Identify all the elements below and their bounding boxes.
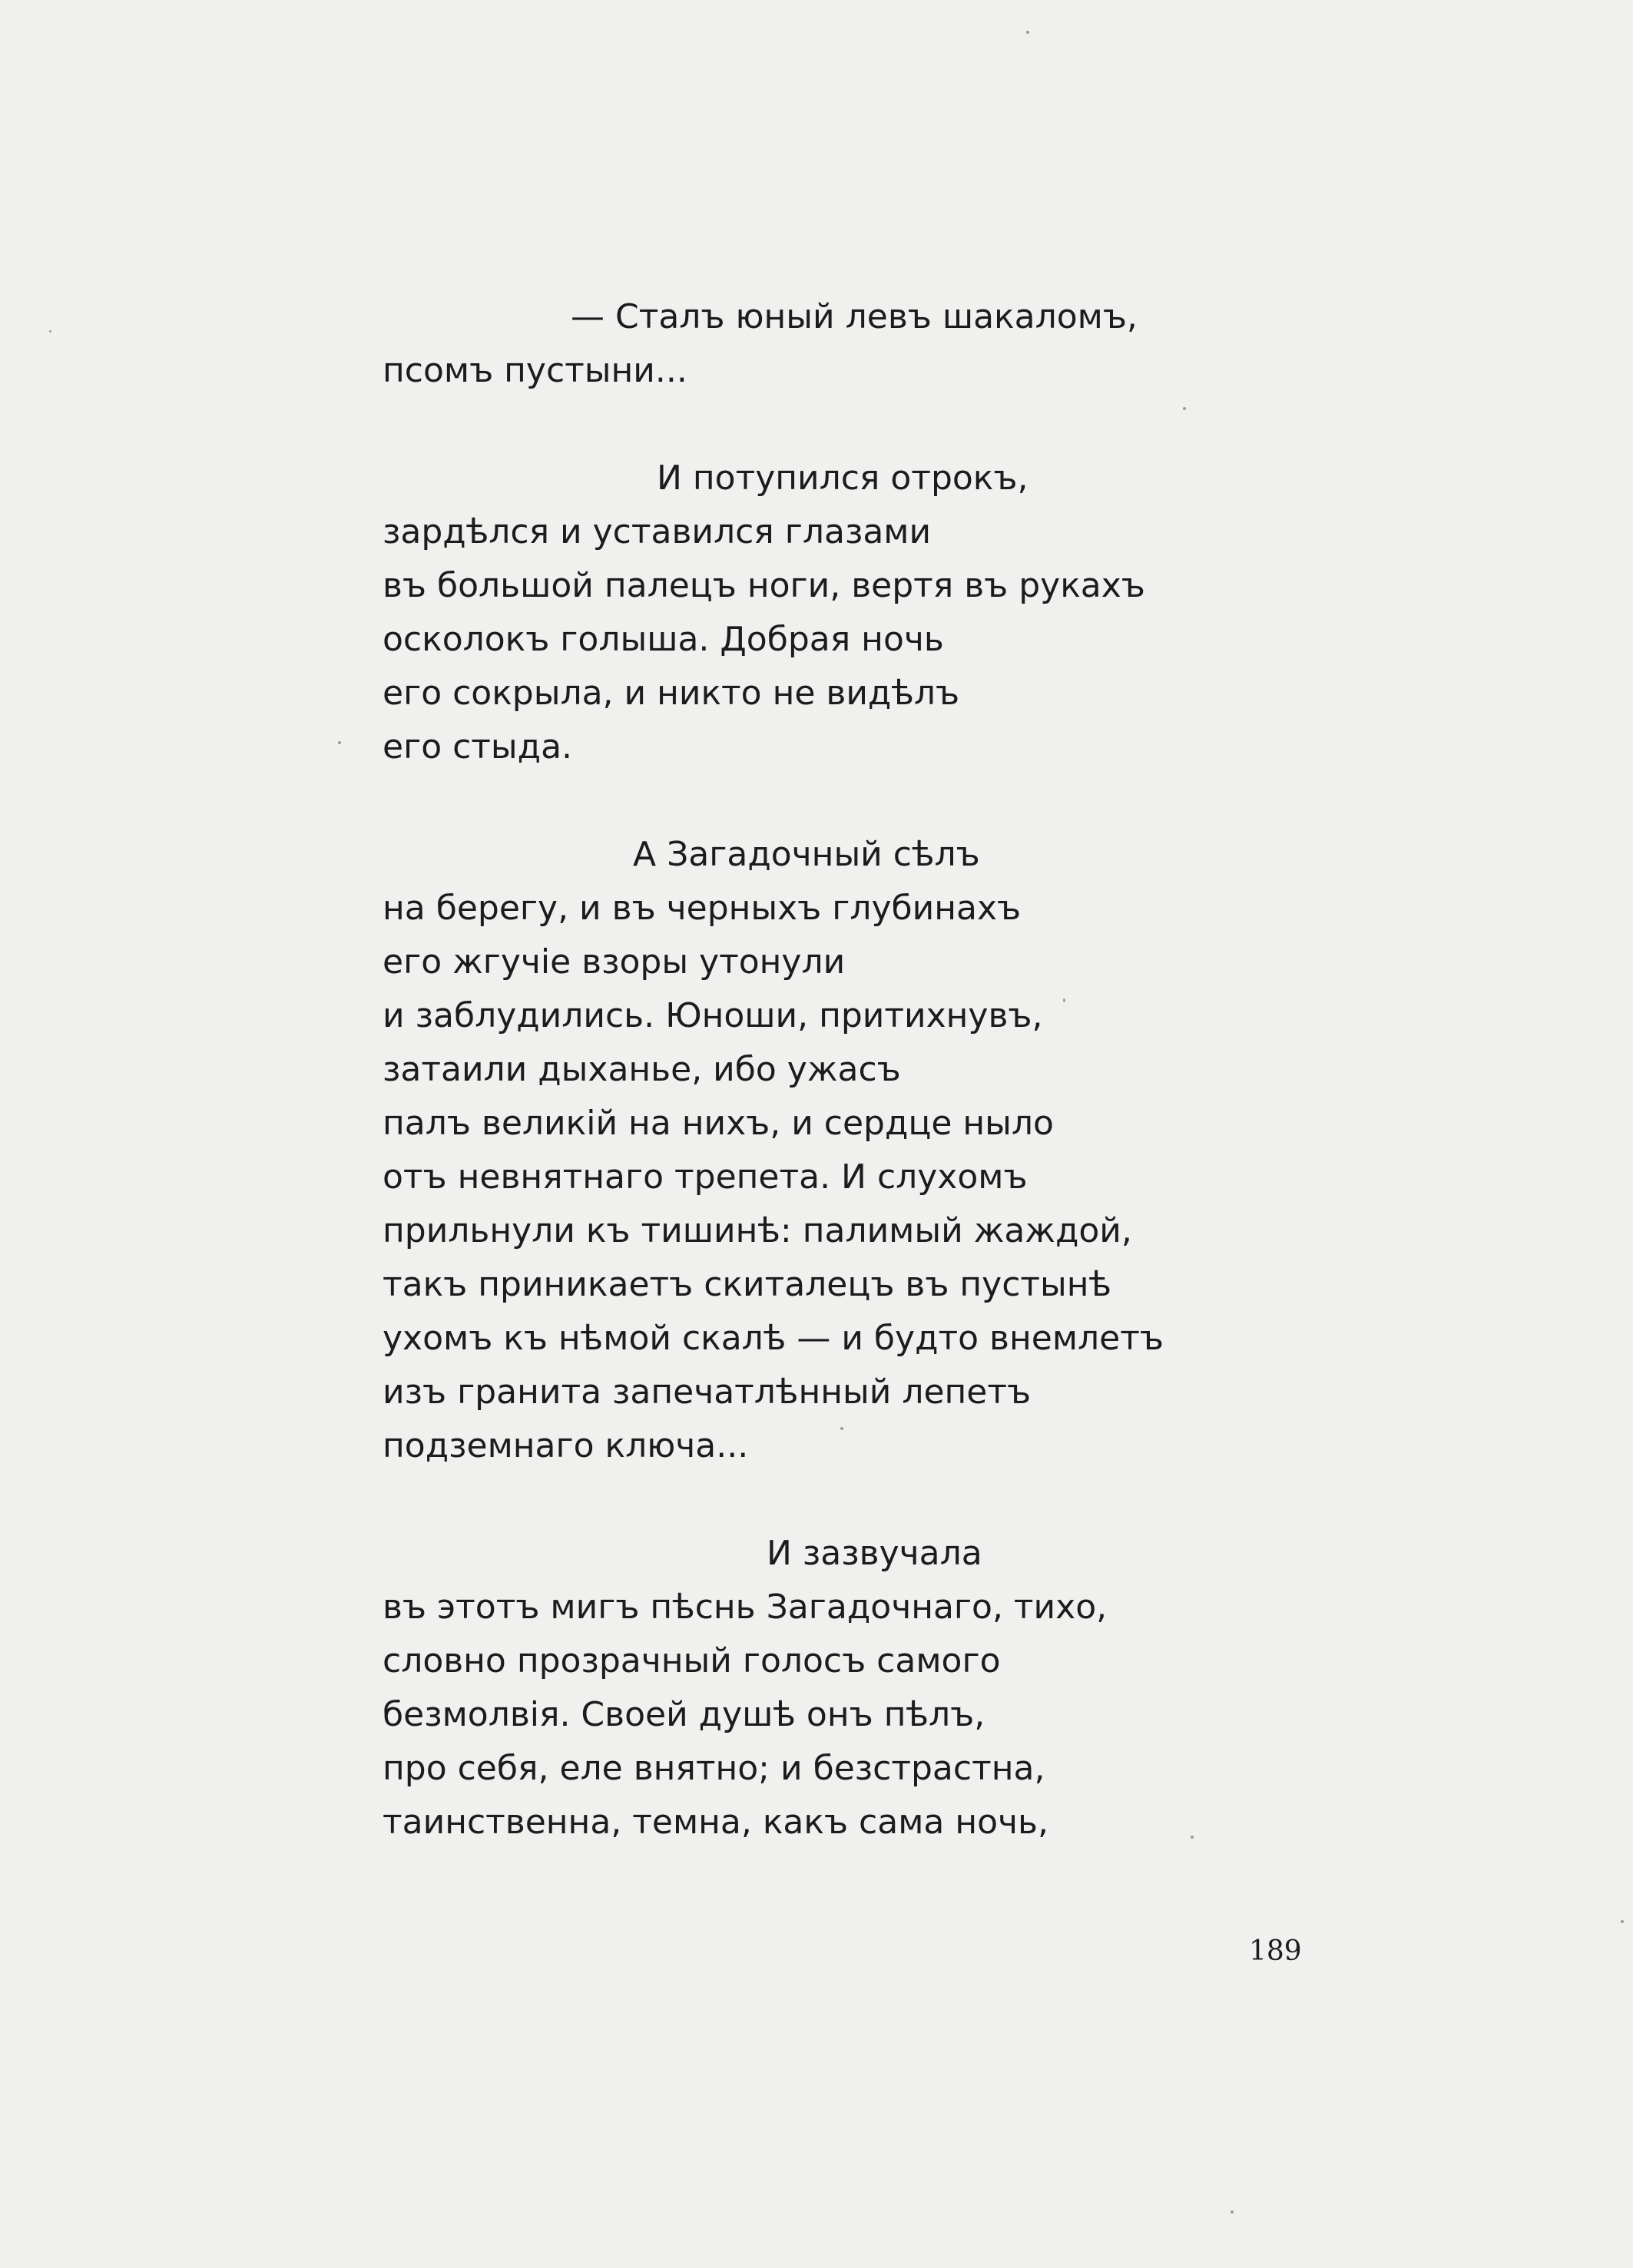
paper-speck bbox=[840, 1427, 843, 1430]
poem-line: псомъ пустыни... bbox=[383, 351, 687, 390]
poem-line: про себя, еле внятно; и безстрастна, bbox=[383, 1749, 1045, 1788]
poem-line: И потупился отрокъ, bbox=[657, 459, 1028, 498]
poem-line: изъ гранита запечатлѣнный лепетъ bbox=[383, 1372, 1032, 1412]
paper-speck bbox=[1191, 1836, 1194, 1839]
poem-line: словно прозрачный голосъ самого bbox=[383, 1641, 1001, 1680]
paper-speck bbox=[1026, 31, 1029, 34]
stanza-break bbox=[383, 1473, 1266, 1527]
poem-line: его стыда. bbox=[383, 727, 573, 766]
stanza-break bbox=[383, 774, 1266, 828]
paper-speck bbox=[1063, 998, 1065, 1002]
poem-line: на берегу, и въ черныхъ глубинахъ bbox=[383, 889, 1022, 928]
poem-line: его сокрыла, и никто не видѣлъ bbox=[383, 674, 960, 713]
poem-line: въ этотъ мигъ пѣснь Загадочнаго, тихо, bbox=[383, 1588, 1108, 1627]
poem-line: И зазвучала bbox=[767, 1534, 982, 1573]
poem-line: осколокъ голыша. Добрая ночь bbox=[383, 620, 944, 659]
paper-speck bbox=[338, 741, 341, 744]
poem-line: А Загадочный сѣлъ bbox=[633, 835, 980, 874]
poem-line: его жгучіе взоры утонули bbox=[383, 942, 846, 982]
poem-line: подземнаго ключа... bbox=[383, 1426, 749, 1465]
page-number: 189 bbox=[1249, 1935, 1302, 1967]
paper-speck bbox=[1183, 407, 1186, 410]
paper-speck bbox=[49, 330, 51, 333]
poem-line: прильнули къ тишинѣ: палимый жаждой, bbox=[383, 1211, 1132, 1250]
poem-line: палъ великій на нихъ, и сердце ныло bbox=[383, 1104, 1054, 1143]
poem-line: затаили дыханье, ибо ужасъ bbox=[383, 1050, 901, 1089]
poem-line: отъ невнятнаго трепета. И слухомъ bbox=[383, 1157, 1028, 1197]
stanza-break bbox=[383, 398, 1266, 452]
poem-line: безмолвія. Своей душѣ онъ пѣлъ, bbox=[383, 1695, 985, 1734]
paper-speck bbox=[1231, 2210, 1234, 2213]
poem-line: зардѣлся и уставился глазами bbox=[383, 512, 932, 551]
poem-line: такъ приникаетъ скиталецъ въ пустынѣ bbox=[383, 1265, 1112, 1304]
poem-line: таинственна, темна, какъ сама ночь, bbox=[383, 1803, 1048, 1842]
poem-line: ухомъ къ нѣмой скалѣ — и будто внемлетъ bbox=[383, 1319, 1164, 1358]
poem-line: въ большой палецъ ноги, вертя въ рукахъ bbox=[383, 566, 1145, 605]
poem-line: и заблудились. Юноши, притихнувъ, bbox=[383, 996, 1043, 1035]
poem-text bbox=[383, 290, 1266, 1849]
paper-speck bbox=[1621, 1920, 1624, 1923]
poem-line: — Сталъ юный левъ шакаломъ, bbox=[571, 297, 1138, 336]
